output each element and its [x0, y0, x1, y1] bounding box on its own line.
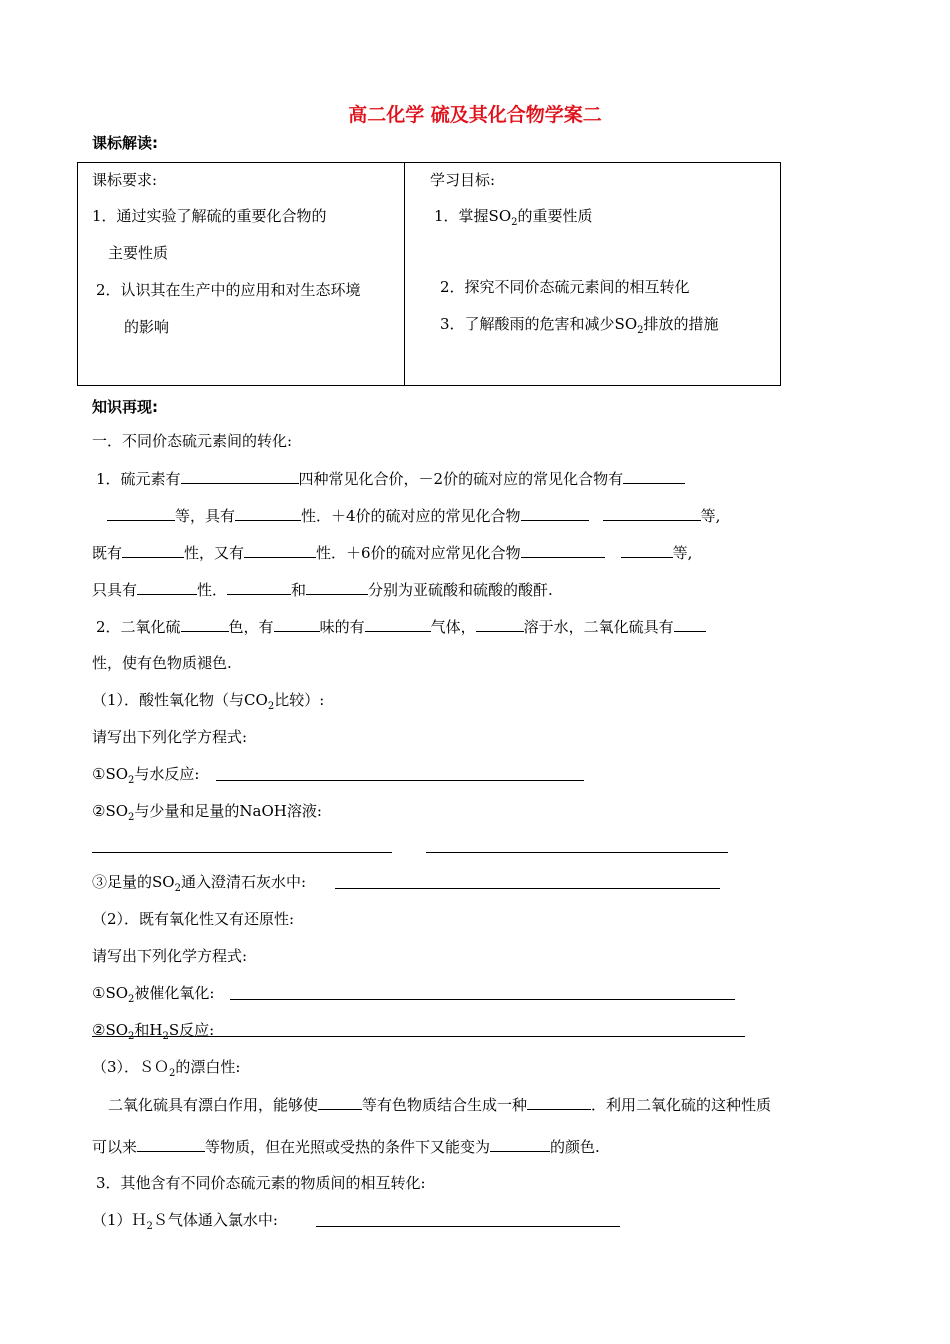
blank[interactable] [318, 1093, 362, 1110]
blank[interactable] [623, 467, 685, 484]
blank[interactable] [181, 615, 229, 632]
line-8: （1）．酸性氧化物（与$CO_2$比较）: [92, 691, 325, 712]
blank[interactable] [244, 541, 316, 558]
section-heading-curriculum: 课标解读: [92, 134, 158, 152]
line-4: 既有 性，又有 性．＋6价的硫对应常见化合物 等, [92, 541, 692, 563]
line-9: 请写出下列化学方程式: [92, 728, 248, 746]
line-1: 一．不同价态硫元素间的转化: [92, 432, 293, 450]
blank[interactable] [490, 1135, 550, 1152]
blank[interactable] [235, 504, 301, 521]
right-item-1: 1．掌握$SO_2$的重要性质 [434, 207, 593, 228]
blank[interactable] [674, 615, 706, 632]
blank[interactable] [603, 504, 701, 521]
answer-line[interactable] [92, 1036, 745, 1037]
right-header: 学习目标: [430, 171, 496, 189]
table-divider [404, 163, 405, 385]
line-19: 二氧化硫具有漂白作用，能够使 等有色物质结合生成一种 ．利用二氧化硫的这种性质 [108, 1093, 771, 1115]
line-13: ③足量的$SO_2$通入澄清石灰水中: [92, 873, 307, 894]
line-20: 可以来 等物质，但在光照或受热的条件下又能变为 的颜色. [92, 1135, 600, 1157]
line-21: 3．其他含有不同价态硫元素的物质间的相互转化: [96, 1174, 426, 1192]
curriculum-table [77, 162, 781, 386]
right-item-3: 3．了解酸雨的危害和减少$SO_2$排放的措施 [440, 315, 719, 336]
line-5: 只具有 性． 和 分别为亚硫酸和硫酸的酸酐. [92, 578, 553, 600]
left-item-1-cont: 主要性质 [108, 244, 169, 262]
line-11: $②SO_2$与少量和足量的NaOH溶液: [92, 802, 322, 823]
page-title: 高二化学 硫及其化合物学案二 [348, 104, 602, 126]
line-17: $②SO_2$和$H_2S$反应: [92, 1021, 215, 1042]
answer-line[interactable] [230, 999, 735, 1000]
answer-line[interactable] [426, 852, 728, 853]
line-16: $①SO_2$被催化氧化: [92, 984, 215, 1005]
blank[interactable] [274, 615, 320, 632]
line-14: （2）．既有氧化性又有还原性: [92, 910, 295, 928]
blank[interactable] [107, 504, 175, 521]
blank[interactable] [476, 615, 524, 632]
line-2: 1．硫元素有 四种常见化合价，－2价的硫对应的常见化合物有 [96, 467, 685, 489]
blank[interactable] [181, 467, 299, 484]
blank[interactable] [122, 541, 184, 558]
right-item-2: 2．探究不同价态硫元素间的相互转化 [440, 278, 690, 296]
blank[interactable] [527, 1093, 591, 1110]
section-heading-knowledge: 知识再现: [92, 398, 158, 416]
blank[interactable] [306, 578, 368, 595]
left-item-2-cont: 的影响 [124, 318, 170, 336]
blank[interactable] [137, 578, 197, 595]
line-6: 2．二氧化硫 色，有 味的有 气体， 溶于水，二氧化硫具有 [96, 615, 706, 637]
blank[interactable] [227, 578, 291, 595]
left-item-1: 1．通过实验了解硫的重要化合物的 [92, 207, 327, 225]
line-15: 请写出下列化学方程式: [92, 947, 248, 965]
blank[interactable] [137, 1135, 205, 1152]
line-3: 等，具有 性．＋4价的硫对应的常见化合物 等, [107, 504, 720, 526]
answer-line[interactable] [335, 888, 720, 889]
blank[interactable] [521, 504, 589, 521]
left-item-2: 2．认识其在生产中的应用和对生态环境 [96, 281, 361, 299]
line-22: （1）Ｈ$_2$Ｓ气体通入氯水中: [92, 1211, 278, 1232]
answer-line[interactable] [92, 852, 392, 853]
blank[interactable] [621, 541, 673, 558]
line-18: （3）．ＳＯ$_2$的漂白性: [92, 1058, 241, 1079]
left-header: 课标要求: [92, 171, 158, 189]
line-7: 性，使有色物质褪色. [92, 654, 232, 672]
answer-line[interactable] [316, 1226, 620, 1227]
blank[interactable] [521, 541, 605, 558]
blank[interactable] [365, 615, 431, 632]
line-10: $①SO_2$与水反应: [92, 765, 200, 786]
answer-line[interactable] [216, 780, 584, 781]
